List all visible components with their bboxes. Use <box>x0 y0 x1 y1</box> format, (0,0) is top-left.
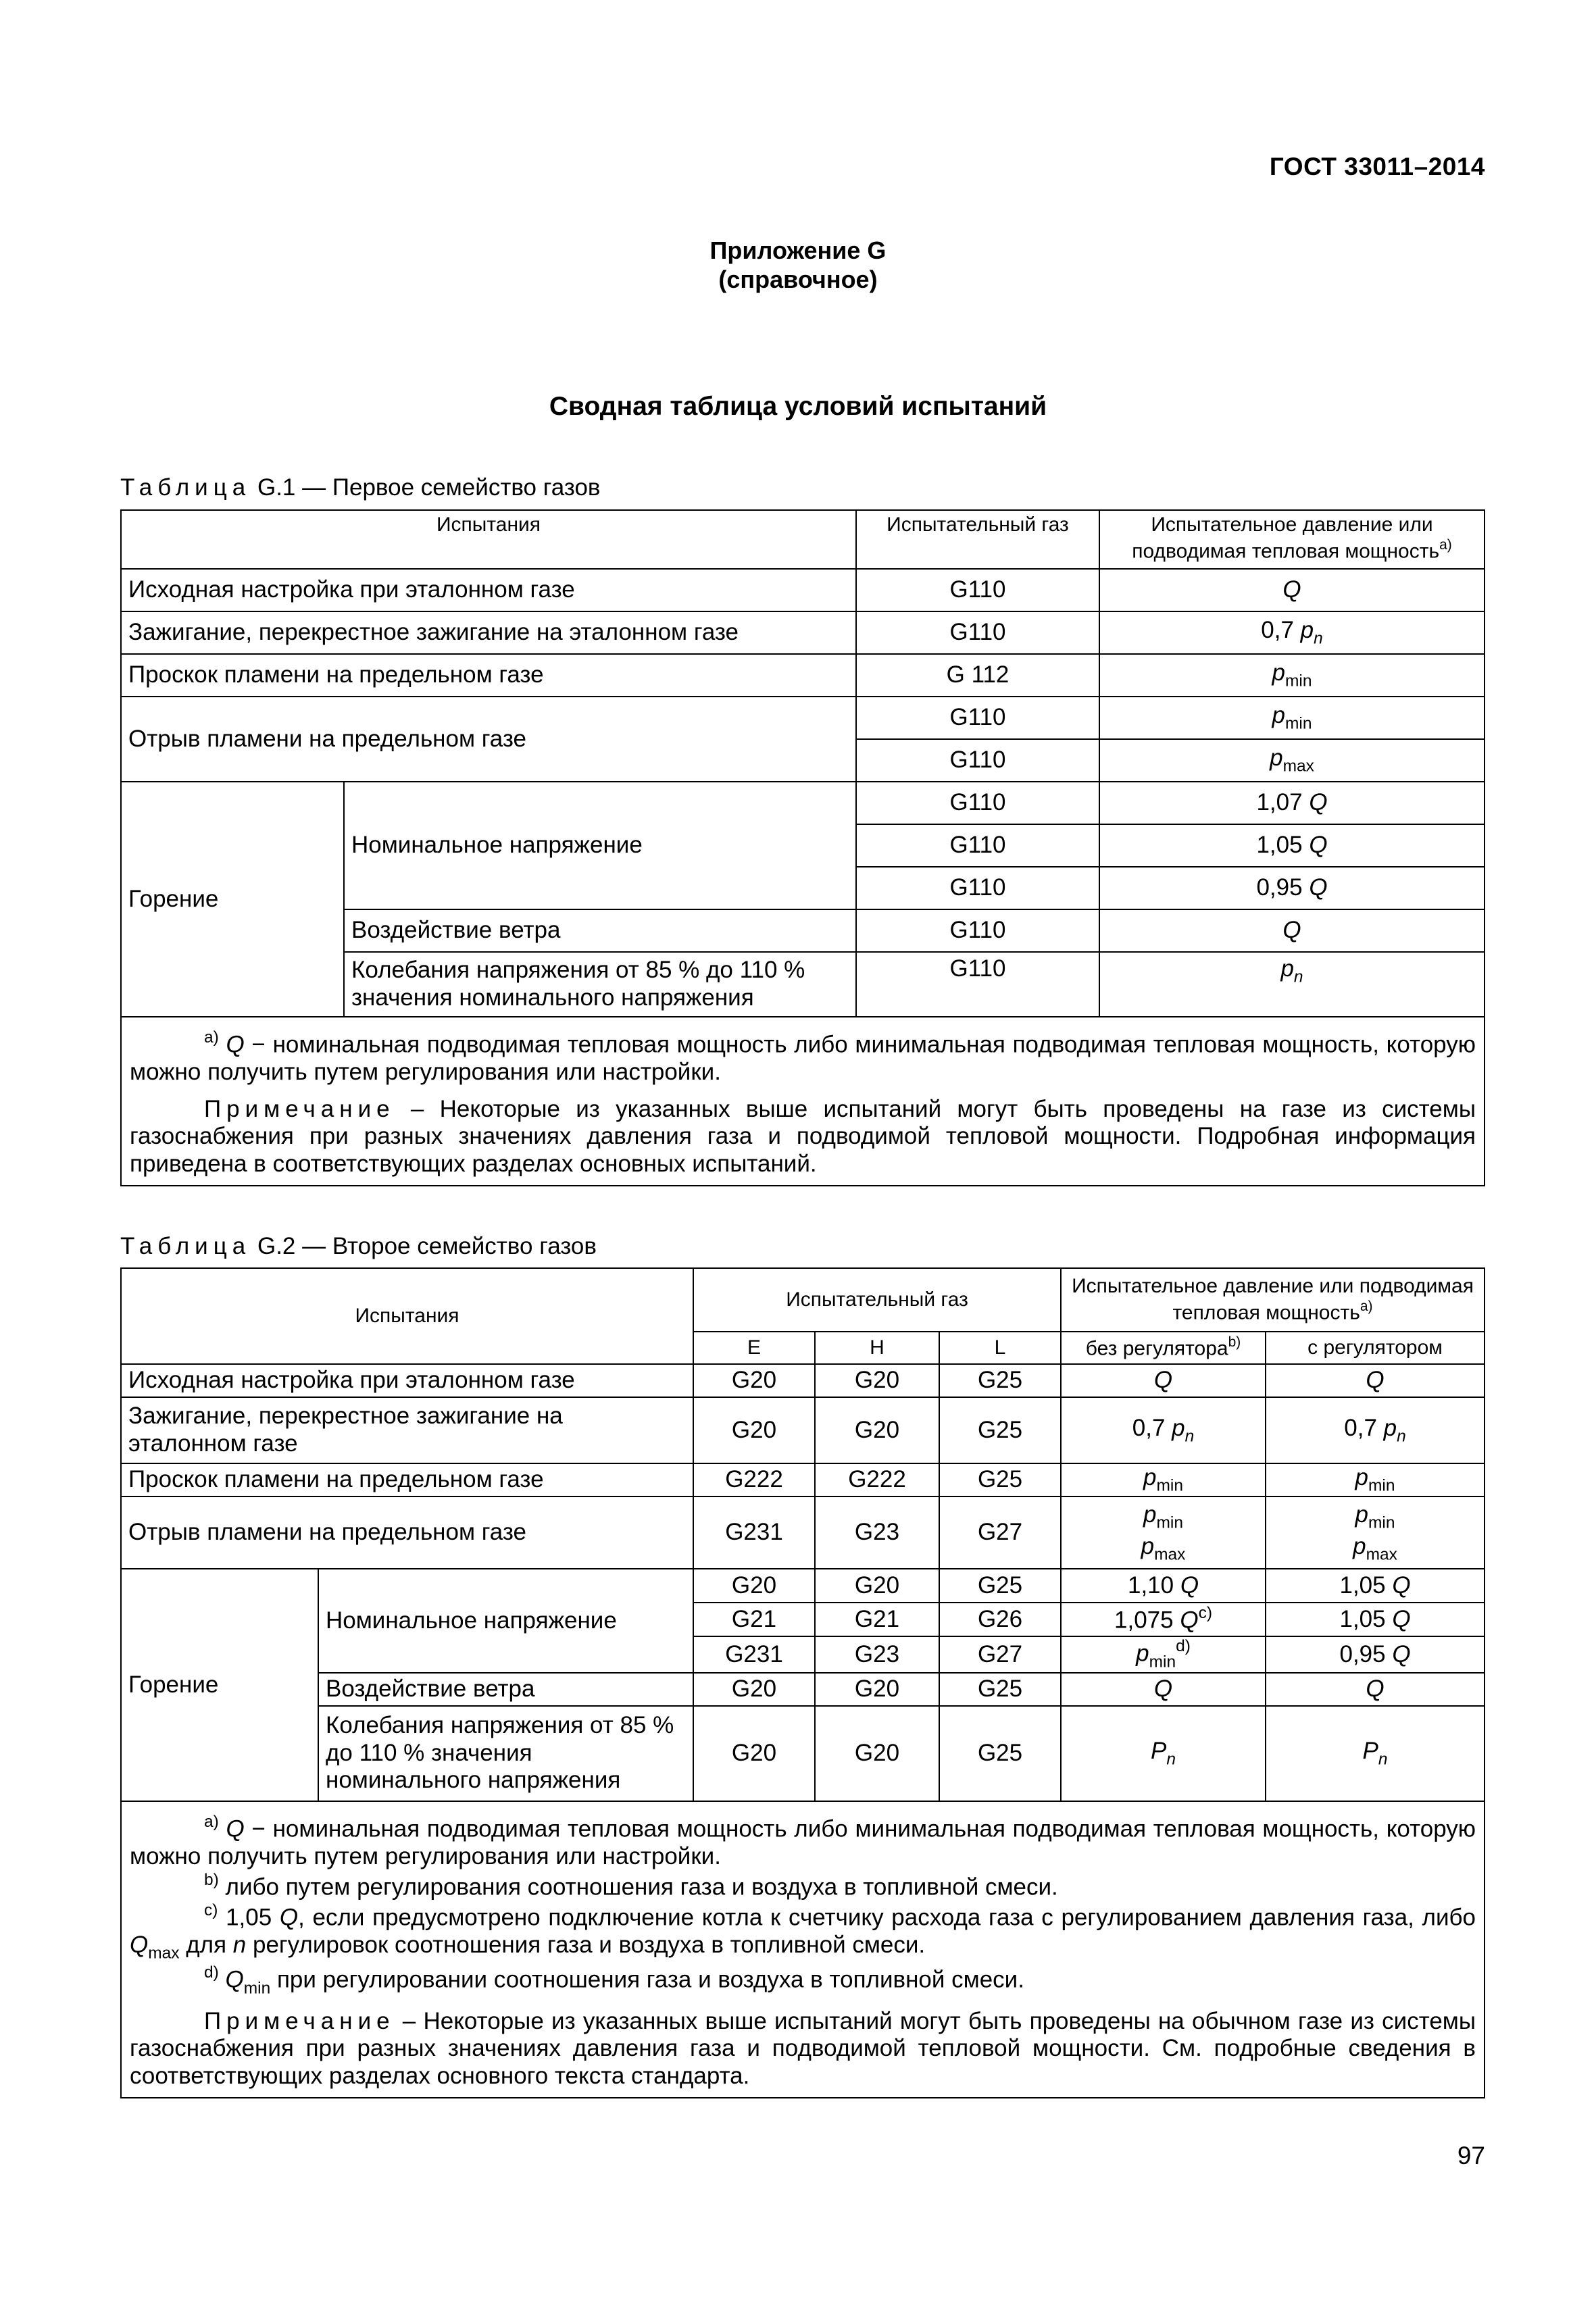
footnote-symbol: Q <box>225 1966 244 1993</box>
table-row <box>121 1463 1485 1496</box>
value-no-reg-cell <box>1061 1463 1266 1496</box>
gas-h-cell: G20 <box>815 1673 939 1706</box>
footnote-subscript: max <box>148 1944 180 1963</box>
table-row <box>121 697 1485 739</box>
table2-header-pressure-text: Испытательное давление или подводимая тепловая мощность <box>1072 1274 1474 1324</box>
table2 <box>120 1267 1485 2098</box>
value-symbol: p <box>1353 1532 1366 1559</box>
gas-e-cell: G231 <box>693 1496 815 1569</box>
gas-l-cell: G25 <box>939 1463 1061 1496</box>
value-cell <box>1099 654 1485 697</box>
burning-cell: Горение <box>121 782 344 1017</box>
gas-l-cell: G27 <box>939 1496 1061 1569</box>
footnote-mark: c) <box>204 1901 218 1919</box>
value-cell <box>1099 867 1485 909</box>
gas-l-cell: G25 <box>939 1706 1061 1801</box>
table2-header-pressure <box>1061 1268 1485 1332</box>
table1-caption-text: G.1 — Первое семейство газов <box>257 474 601 501</box>
footnote-symbol: n <box>232 1932 247 1959</box>
footnote-mark: a) <box>1360 1298 1373 1314</box>
table2-caption-prefix: Таблица <box>120 1233 251 1259</box>
footnote-text: при регулировании соотношения газа и воздуха в топливной смеси. <box>270 1966 1024 1993</box>
value-number: 1,05 <box>1339 1605 1386 1632</box>
gas-cell: G110 <box>856 739 1099 782</box>
footnote-mark: a) <box>1439 536 1452 553</box>
test-cell: Зажигание, перекрестное зажигание на эталонном газе <box>121 1397 693 1463</box>
value-no-reg-cell <box>1061 1706 1266 1801</box>
value-symbol: Q <box>1392 1640 1411 1667</box>
value-symbol: p <box>1272 659 1285 686</box>
voltage-fluctuation-cell: Колебания напряжения от 85 % до 110 % значения номинального напряжения <box>344 952 856 1017</box>
table-row <box>121 1397 1485 1463</box>
value-symbol: p <box>1272 702 1285 729</box>
value-number: 1,07 <box>1256 789 1303 816</box>
value-no-reg-cell <box>1061 1603 1266 1636</box>
header-no-regulator-text: без регулятора <box>1085 1337 1228 1360</box>
value-cell: Q <box>1099 569 1485 611</box>
value-subscript: min <box>1149 1653 1176 1671</box>
value-subscript: n <box>1397 1427 1406 1446</box>
table-row <box>121 654 1485 697</box>
test-cell: Отрыв пламени на предельном газе <box>121 1496 693 1569</box>
table1-header-gas: Испытательный газ <box>856 510 1099 569</box>
gas-h-cell: G20 <box>815 1569 939 1603</box>
gas-cell: G110 <box>856 824 1099 867</box>
table-row <box>121 1496 1485 1569</box>
value-no-reg-cell <box>1061 1397 1266 1463</box>
value-symbol: p <box>1355 1464 1369 1491</box>
footnote-text: для <box>179 1932 233 1959</box>
table1 <box>120 509 1485 1186</box>
value-subscript: n <box>1166 1750 1176 1769</box>
table2-notes-row <box>121 1801 1485 2098</box>
table1-caption <box>120 474 601 501</box>
value-subscript: max <box>1282 757 1314 776</box>
table1-notes <box>121 1017 1485 1186</box>
value-subscript: min <box>1156 1513 1183 1532</box>
annex-title: Приложение G <box>709 236 887 264</box>
footnote-a <box>130 1813 1476 1871</box>
value-no-reg-cell: Q <box>1061 1364 1266 1397</box>
table1-note <box>130 1096 1476 1178</box>
page-number: 97 <box>1457 2142 1485 2169</box>
value-symbol: p <box>1270 745 1283 772</box>
table1-header-row <box>121 510 1485 569</box>
table1-notes-row <box>121 1017 1485 1186</box>
value-cell <box>1099 824 1485 867</box>
value-cell <box>1099 611 1485 654</box>
gas-h-cell: G20 <box>815 1706 939 1801</box>
note-word: Примечание <box>204 2007 395 2034</box>
value-number: 1,05 <box>1256 832 1303 859</box>
gas-cell: G110 <box>856 909 1099 952</box>
footnote-subscript: min <box>243 1979 271 1998</box>
test-cell: Отрыв пламени на предельном газе <box>121 697 856 782</box>
value-with-reg-cell <box>1266 1463 1485 1496</box>
gas-l-cell: G26 <box>939 1603 1061 1636</box>
gas-e-cell: G20 <box>693 1364 815 1397</box>
gas-l-cell: G27 <box>939 1636 1061 1673</box>
footnote-a <box>130 1028 1476 1086</box>
value-subscript: min <box>1156 1476 1183 1495</box>
value-with-reg-cell <box>1266 1706 1485 1801</box>
gas-cell: G110 <box>856 611 1099 654</box>
gas-h-cell: G23 <box>815 1636 939 1673</box>
footnote-text: либо путем регулирования соотношения газа и воздуха в топливной смеси. <box>218 1873 1058 1901</box>
table2-note <box>130 2008 1476 2090</box>
table1-caption-prefix: Таблица <box>120 474 251 501</box>
value-subscript: n <box>1184 1427 1195 1446</box>
note-word: Примечание <box>204 1095 395 1122</box>
footnote-text: − номинальная подводимая тепловая мощность либо минимальная подводимая тепловая мощность, которую можно получить путем регулирования или настройки. <box>130 1031 1476 1086</box>
value-cell <box>1099 952 1485 1017</box>
header-gas-l: L <box>939 1332 1061 1364</box>
value-cell <box>1099 697 1485 739</box>
value-subscript: n <box>1314 629 1323 648</box>
footnote-mark: c) <box>1198 1604 1213 1623</box>
value-symbol: Q <box>1392 1571 1411 1599</box>
value-subscript: min <box>1368 1476 1395 1495</box>
gas-l-cell: G25 <box>939 1364 1061 1397</box>
wind-cell: Воздействие ветра <box>318 1673 693 1706</box>
header-no-regulator <box>1061 1332 1266 1364</box>
footnote-mark: a) <box>204 1812 219 1831</box>
value-cell: Q <box>1099 909 1485 952</box>
footnote-symbol: Q <box>279 1904 299 1931</box>
value-no-reg-cell <box>1061 1569 1266 1603</box>
value-subscript: max <box>1154 1545 1186 1564</box>
footnote-text: − номинальная подводимая тепловая мощность либо минимальная подводимая тепловая мощность, которую можно получить путем регулирования или настройки. <box>130 1815 1476 1869</box>
value-number: 0,7 <box>1261 617 1294 644</box>
table-row <box>121 1673 1485 1706</box>
value-cell <box>1099 739 1485 782</box>
test-cell: Проскок пламени на предельном газе <box>121 654 856 697</box>
value-symbol: P <box>1362 1737 1378 1764</box>
footnote-symbol: Q <box>226 1815 245 1842</box>
value-symbol: Q <box>1309 789 1328 816</box>
footnote-mark: a) <box>204 1028 219 1047</box>
value-symbol: p <box>1280 955 1294 982</box>
value-with-reg-cell: Q <box>1266 1673 1485 1706</box>
note-text: – Некоторые из указанных выше испытаний могут быть проведены на газе из системы газоснабжения при разных значениях давления газа и подводимой тепловой мощности. Подробная информация приведена в соответствующих разделах основных испытаний. <box>130 1095 1476 1178</box>
footnote-mark: d) <box>1176 1637 1191 1655</box>
gas-cell: G 112 <box>856 654 1099 697</box>
footnote-symbol: Q <box>130 1932 149 1959</box>
value-number: 0,95 <box>1339 1640 1386 1667</box>
annex-subtitle: (справочное) <box>718 266 878 293</box>
table-row <box>121 1706 1485 1801</box>
table2-caption-text: G.2 — Второе семейство газов <box>257 1233 597 1259</box>
gas-cell: G110 <box>856 569 1099 611</box>
value-with-reg-cell <box>1266 1397 1485 1463</box>
footnote-mark: b) <box>204 1870 219 1889</box>
table-row <box>121 782 1485 824</box>
value-number: 1,05 <box>1339 1571 1386 1599</box>
value-number: 1,075 <box>1114 1607 1174 1634</box>
gas-h-cell: G20 <box>815 1397 939 1463</box>
table-row <box>121 1364 1485 1397</box>
gas-h-cell: G222 <box>815 1463 939 1496</box>
footnote-c <box>130 1901 1476 1963</box>
value-no-reg-cell <box>1061 1636 1266 1673</box>
value-symbol: p <box>1300 617 1314 644</box>
value-number: 1,10 <box>1127 1571 1174 1599</box>
table1-header-tests: Испытания <box>121 510 856 569</box>
header-gas-h: H <box>815 1332 939 1364</box>
footnote-mark: d) <box>204 1963 219 1982</box>
footnote-text: , если предусмотрено подключение котла к счетчику расхода газа с регулированием давления газа, либо <box>298 1904 1476 1931</box>
table-row <box>121 1569 1485 1603</box>
gas-e-cell: G222 <box>693 1463 815 1496</box>
gas-e-cell: G231 <box>693 1636 815 1673</box>
value-no-reg-cell: Q <box>1061 1673 1266 1706</box>
value-subscript: min <box>1285 672 1312 690</box>
footnote-mark: b) <box>1228 1334 1241 1351</box>
value-subscript: max <box>1366 1545 1397 1564</box>
value-symbol: p <box>1136 1640 1149 1667</box>
value-symbol: Q <box>1180 1607 1199 1634</box>
gas-h-cell: G23 <box>815 1496 939 1569</box>
table2-header-gas: Испытательный газ <box>693 1268 1061 1332</box>
value-with-reg-cell: Q <box>1266 1364 1485 1397</box>
gas-l-cell: G25 <box>939 1397 1061 1463</box>
gas-e-cell: G20 <box>693 1706 815 1801</box>
gas-cell: G110 <box>856 867 1099 909</box>
value-symbol: Q <box>1392 1605 1411 1632</box>
test-cell: Зажигание, перекрестное зажигание на эталонном газе <box>121 611 856 654</box>
value-subscript: n <box>1293 967 1303 986</box>
table-row <box>121 611 1485 654</box>
value-with-reg-cell <box>1266 1569 1485 1603</box>
value-number: 0,7 <box>1132 1414 1166 1441</box>
value-symbol: Q <box>1180 1571 1199 1599</box>
summary-title: Сводная таблица условий испытаний <box>549 392 1047 421</box>
voltage-fluctuation-cell: Колебания напряжения от 85 % до 110 % значения номинального напряжения <box>318 1706 693 1801</box>
footnote-d <box>130 1963 1476 1998</box>
value-symbol: p <box>1355 1501 1369 1528</box>
value-cell <box>1099 782 1485 824</box>
table-row <box>121 569 1485 611</box>
value-symbol: P <box>1151 1737 1167 1764</box>
gas-e-cell: G21 <box>693 1603 815 1636</box>
burning-cell: Горение <box>121 1569 318 1801</box>
value-no-reg-cell <box>1061 1496 1266 1569</box>
table2-caption <box>120 1233 597 1260</box>
gas-h-cell: G20 <box>815 1364 939 1397</box>
test-cell: Исходная настройка при эталонном газе <box>121 1364 693 1397</box>
value-symbol: p <box>1143 1501 1157 1528</box>
value-symbol: p <box>1172 1414 1185 1441</box>
table1-header-pressure <box>1099 510 1485 569</box>
standard-number: ГОСТ 33011–2014 <box>1269 153 1485 180</box>
wind-cell: Воздействие ветра <box>344 909 856 952</box>
table2-notes <box>121 1801 1485 2098</box>
value-symbol: Q <box>1309 832 1328 859</box>
table1-header-pressure-text: Испытательное давление или подводимая тепловая мощность <box>1132 513 1440 563</box>
value-number: 0,7 <box>1344 1414 1377 1441</box>
value-symbol: p <box>1143 1464 1157 1491</box>
value-subscript: min <box>1368 1513 1395 1532</box>
test-cell: Проскок пламени на предельном газе <box>121 1463 693 1496</box>
gas-cell: G110 <box>856 782 1099 824</box>
gas-l-cell: G25 <box>939 1673 1061 1706</box>
value-with-reg-cell <box>1266 1603 1485 1636</box>
value-symbol: Q <box>1309 874 1328 901</box>
footnote-text: регулировок соотношения газа и воздуха в топливной смеси. <box>246 1932 926 1959</box>
note-text: – Некоторые из указанных выше испытаний могут быть проведены на обычном газе из системы газоснабжения при разных значениях давления газа и подводимой тепловой мощности. См. подробные сведения в соответствующих разделах основного текста стандарта. <box>130 2007 1476 2089</box>
gas-l-cell: G25 <box>939 1569 1061 1603</box>
value-symbol: p <box>1141 1532 1155 1559</box>
gas-e-cell: G20 <box>693 1569 815 1603</box>
value-subscript: n <box>1378 1750 1388 1769</box>
value-with-reg-cell <box>1266 1496 1485 1569</box>
header-with-regulator: с регулятором <box>1266 1332 1485 1364</box>
footnote-b <box>130 1871 1476 1901</box>
gas-e-cell: G20 <box>693 1673 815 1706</box>
test-cell: Исходная настройка при эталонном газе <box>121 569 856 611</box>
header-gas-e: E <box>693 1332 815 1364</box>
gas-cell: G110 <box>856 697 1099 739</box>
value-subscript: min <box>1285 714 1312 733</box>
value-number: 0,95 <box>1256 874 1303 901</box>
footnote-symbol: Q <box>226 1031 245 1058</box>
table2-header-tests: Испытания <box>121 1268 693 1364</box>
gas-e-cell: G20 <box>693 1397 815 1463</box>
footnote-text: 1,05 <box>218 1904 280 1931</box>
nominal-voltage-cell: Номинальное напряжение <box>344 782 856 909</box>
gas-h-cell: G21 <box>815 1603 939 1636</box>
gas-cell: G110 <box>856 952 1099 1017</box>
table2-header-row <box>121 1268 1485 1332</box>
value-symbol: p <box>1383 1414 1397 1441</box>
value-with-reg-cell <box>1266 1636 1485 1673</box>
nominal-voltage-cell: Номинальное напряжение <box>318 1569 693 1673</box>
